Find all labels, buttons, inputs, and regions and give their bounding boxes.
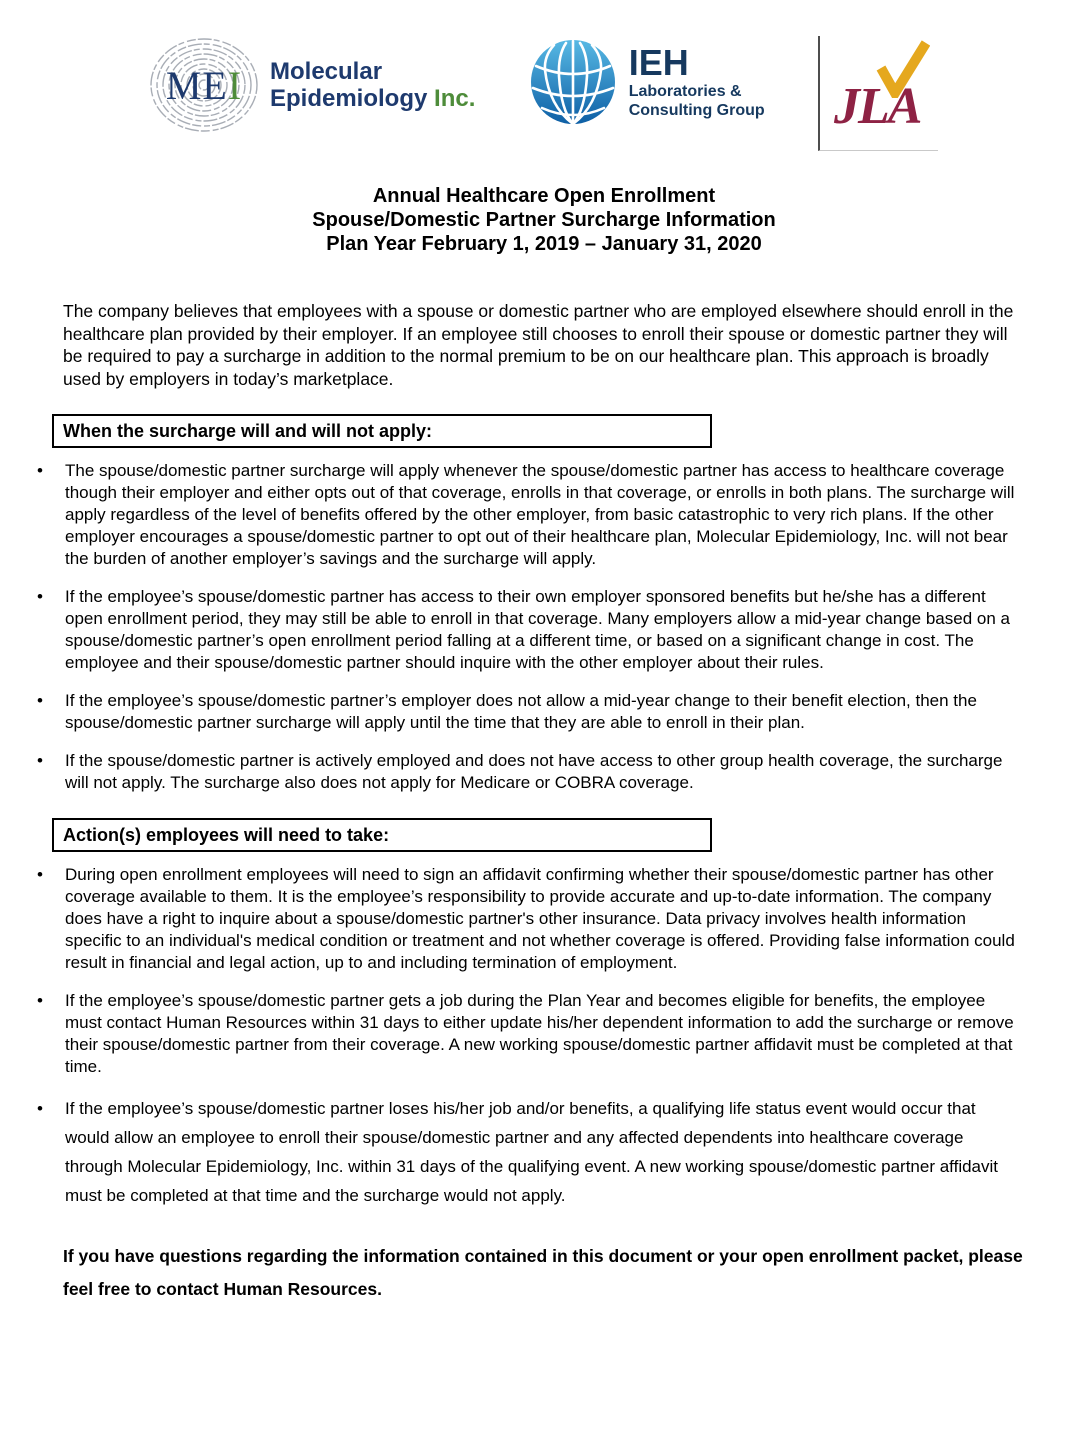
intro-paragraph: The company believes that employees with a spouse or domestic partner who are employed elsewhere should enroll in the healthcare plan provided by their employer. If an employee still chooses to enroll their spouse or domestic partner they will be required to pay a surcharge in addition to the normal premium to be on our healthcare plan. This approach is broadly used by employers in today’s marketplace. xyxy=(63,301,1014,389)
title-line1: Annual Healthcare Open Enrollment xyxy=(372,185,716,207)
mei-name-epidemiology: Epidemiology xyxy=(270,85,428,112)
list-item xyxy=(0,990,1088,1078)
closing-paragraph: If you have questions regarding the information contained in this document or your open enrollment packet, please feel free to contact Human Resources. xyxy=(63,1246,1023,1299)
mei-monogram-i: I xyxy=(227,62,243,108)
bullet-text: The spouse/domestic partner surcharge will apply whenever the spouse/domestic partner has access to healthcare coverage though their employer and either opts out of that coverage, enrolls in that coverage, or enrolls in both plans. The surcharge will apply regardless of the level of benefits offered by the other employer, from basic catastrophic to very rich plans. If the other employer encourages a spouse/domestic partner to opt out of their healthcare plan, Molecular Epidemiology, Inc. will not bear the burden of another employer’s savings and the surcharge will apply. xyxy=(65,461,1015,568)
jla-logo xyxy=(818,36,938,151)
title-line2: Spouse/Domestic Partner Surcharge Information xyxy=(312,209,776,231)
list-item xyxy=(0,460,1088,570)
list-item xyxy=(0,750,1088,794)
bullet-icon: • xyxy=(37,1099,43,1118)
section-heading-actions xyxy=(52,818,712,852)
section-heading-surcharge xyxy=(52,414,712,448)
mei-monogram-me: ME xyxy=(165,62,228,108)
bullet-icon: • xyxy=(37,691,43,710)
jla-acronym: JLA xyxy=(833,78,921,135)
bullet-text: If the spouse/domestic partner is actively employed and does not have access to other group health coverage, the surcharge will not apply. The surcharge also does not apply for Medicare or COBRA coverage. xyxy=(65,751,1003,792)
mei-name-inc: Inc. xyxy=(427,85,476,112)
bullet-text: If the employee’s spouse/domestic partner’s employer does not allow a mid-year change to their benefit election, then the spouse/domestic partner surcharge will apply until the time that they are able to enroll in their plan. xyxy=(65,691,977,732)
mei-name-line2 xyxy=(270,85,475,112)
bullet-text: If the employee’s spouse/domestic partner gets a job during the Plan Year and becomes eligible for benefits, the employee must contact Human Resources within 31 days to either update his/her dependent information to add the surcharge or remove their spouse/domestic partner from their coverage. A new working spouse/domestic partner affidavit must be completed at that time. xyxy=(65,991,1014,1076)
logo-header xyxy=(148,36,938,154)
mei-fingerprint-icon xyxy=(148,36,260,134)
title-line3: Plan Year February 1, 2019 – January 31, 2020 xyxy=(326,233,762,255)
ieh-sub-line1: Laboratories & xyxy=(628,83,742,100)
document-page xyxy=(0,36,1088,1444)
bullet-icon: • xyxy=(37,751,43,770)
page-title xyxy=(0,184,1088,256)
section-heading-surcharge-label: When the surcharge will and will not apply: xyxy=(63,421,433,441)
ieh-company-name xyxy=(629,44,765,120)
mei-logo xyxy=(148,36,475,134)
bullet-icon: • xyxy=(37,991,43,1010)
bullet-text: If the employee’s spouse/domestic partner loses his/her job and/or benefits, a qualifying life status event would occur that would allow an employee to enroll their spouse/domestic partner and any affected dependents into healthcare coverage through Molecular Epidemiology, Inc. within 31 days of the qualifying event. A new working spouse/domestic partner affidavit must be completed at that time and the surcharge would not apply. xyxy=(65,1099,999,1205)
bullet-icon: • xyxy=(37,461,43,480)
list-item xyxy=(0,864,1088,974)
ieh-globe-icon xyxy=(529,36,617,128)
bullet-text: During open enrollment employees will need to sign an affidavit confirming whether their spouse/domestic partner has other coverage available to them. It is the employee’s responsibility to provide accurate and up-to-date information. The company does have a right to inquire about a spouse/domestic partner's other insurance. Data privacy involves health information specific to an individual's medical condition or treatment and not whether coverage is offered. Providing false information could result in financial and legal action, up to and including termination of employment. xyxy=(65,865,1015,972)
actions-bullet-list xyxy=(0,864,1088,1210)
ieh-acronym: IEH xyxy=(628,42,689,83)
surcharge-bullet-list xyxy=(0,460,1088,794)
jla-checkmark-icon xyxy=(874,38,930,98)
bullet-text: If the employee’s spouse/domestic partner has access to their own employer sponsored benefits but he/she has a different open enrollment period, they may still be able to enroll in that coverage. Many employers allow a mid-year change based on a spouse/domestic partner’s open enrollment period falling at a different time, or based on a significant change in cost. The employee and their spouse/domestic partner should inquire with the other employer about their rules. xyxy=(65,587,1010,672)
section-heading-actions-label: Action(s) employees will need to take: xyxy=(63,825,390,845)
mei-monogram xyxy=(148,36,260,134)
bullet-icon: • xyxy=(37,865,43,884)
list-item xyxy=(0,586,1088,674)
mei-company-name xyxy=(270,58,475,112)
bullet-icon: • xyxy=(37,587,43,606)
mei-name-line1: Molecular xyxy=(270,58,383,85)
list-item xyxy=(0,1094,1088,1210)
ieh-sub-line2: Consulting Group xyxy=(628,102,765,119)
list-item xyxy=(0,690,1088,734)
ieh-logo xyxy=(529,36,765,128)
